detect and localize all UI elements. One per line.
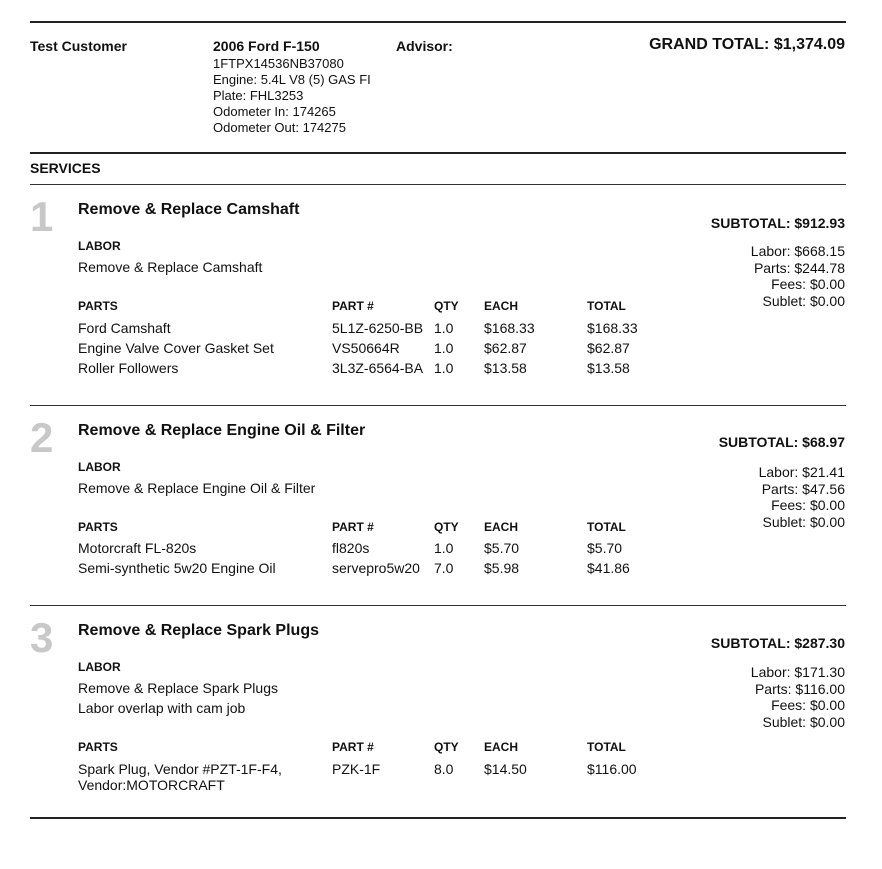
customer-name: Test Customer xyxy=(30,38,127,54)
part-total: $62.87 xyxy=(587,340,630,356)
service-breakdown xyxy=(751,664,845,730)
part-total: $116.00 xyxy=(587,761,637,777)
advisor-label: Advisor: xyxy=(396,38,453,54)
part-qty: 1.0 xyxy=(434,540,454,556)
labor-amount: Labor: $171.30 xyxy=(750,664,845,680)
service-number: 1 xyxy=(30,193,54,240)
part-each: $14.50 xyxy=(484,761,527,777)
header-rule xyxy=(30,152,846,154)
part-no-header: PART # xyxy=(332,520,374,534)
service-subtotal: SUBTOTAL: $68.97 xyxy=(718,434,845,450)
parts-header: PARTS xyxy=(78,299,118,313)
labor-description: Remove & Replace Camshaft xyxy=(78,259,263,275)
vehicle-info xyxy=(213,38,371,136)
service-title: Remove & Replace Spark Plugs xyxy=(78,622,319,639)
parts-header: PARTS xyxy=(78,740,118,754)
service-divider xyxy=(30,605,846,606)
sublet-amount: Sublet: $0.00 xyxy=(762,713,845,730)
service-number: 3 xyxy=(30,614,54,661)
part-name: Spark Plug, Vendor #PZT-1F-F4, xyxy=(78,761,282,777)
total-header: TOTAL xyxy=(587,520,626,534)
part-no-header: PART # xyxy=(332,740,374,754)
part-number: fl820s xyxy=(332,540,370,556)
parts-amount: Parts: $47.56 xyxy=(761,480,845,497)
labor-description: Remove & Replace Engine Oil & Filter xyxy=(78,480,316,496)
labor-label: LABOR xyxy=(78,239,121,253)
service-breakdown xyxy=(759,464,845,530)
vehicle-odometer-in: Odometer In: 174265 xyxy=(213,104,336,119)
part-total: $13.58 xyxy=(587,360,630,376)
total-header: TOTAL xyxy=(587,740,626,754)
part-total: $5.70 xyxy=(587,540,623,556)
fees-amount: Fees: $0.00 xyxy=(771,276,845,292)
parts-header: PARTS xyxy=(78,520,118,534)
sublet-amount: Sublet: $0.00 xyxy=(762,513,845,530)
part-qty: 8.0 xyxy=(434,761,454,777)
part-each: $5.70 xyxy=(484,540,520,556)
part-number: 5L1Z-6250-BB xyxy=(332,320,424,336)
labor-label: LABOR xyxy=(78,660,121,674)
part-name: Ford Camshaft xyxy=(78,320,171,336)
part-total: $168.33 xyxy=(587,320,638,336)
part-no-header: PART # xyxy=(332,299,374,313)
total-header: TOTAL xyxy=(587,299,626,313)
part-qty: 1.0 xyxy=(434,340,454,356)
service-number: 2 xyxy=(30,414,54,461)
labor-amount: Labor: $21.41 xyxy=(758,464,845,480)
part-name: Roller Followers xyxy=(78,360,179,376)
part-qty: 1.0 xyxy=(434,360,454,376)
part-number: 3L3Z-6564-BA xyxy=(332,360,424,376)
services-rule xyxy=(30,184,846,185)
part-name: Semi-synthetic 5w20 Engine Oil xyxy=(78,560,276,576)
labor-amount: Labor: $668.15 xyxy=(750,243,845,259)
vehicle-engine: Engine: 5.4L V8 (5) GAS FI xyxy=(213,72,371,87)
sublet-amount: Sublet: $0.00 xyxy=(762,292,845,309)
part-number: VS50664R xyxy=(332,340,400,356)
service-title: Remove & Replace Engine Oil & Filter xyxy=(78,422,366,439)
part-each: $62.87 xyxy=(484,340,527,356)
labor-description: Remove & Replace Spark Plugs xyxy=(78,680,278,696)
part-name: Engine Valve Cover Gasket Set xyxy=(78,340,274,356)
each-header: EACH xyxy=(484,740,519,754)
top-rule xyxy=(30,21,846,23)
part-number: PZK-1F xyxy=(332,761,381,777)
service-breakdown xyxy=(751,243,845,309)
part-each: $5.98 xyxy=(484,560,520,576)
parts-amount: Parts: $116.00 xyxy=(754,680,845,697)
vehicle-vin: 1FTPX14536NB37080 xyxy=(213,56,344,71)
vehicle-title: 2006 Ford F-150 xyxy=(213,38,320,54)
each-header: EACH xyxy=(484,520,519,534)
qty-header: QTY xyxy=(434,740,459,754)
service-subtotal: SUBTOTAL: $287.30 xyxy=(710,635,845,651)
vehicle-plate: Plate: FHL3253 xyxy=(213,88,304,103)
qty-header: QTY xyxy=(434,520,459,534)
qty-header: QTY xyxy=(434,299,459,313)
part-total: $41.86 xyxy=(587,560,630,576)
fees-amount: Fees: $0.00 xyxy=(771,497,845,513)
labor-note: Labor overlap with cam job xyxy=(78,700,246,716)
grand-total: GRAND TOTAL: $1,374.09 xyxy=(649,36,845,53)
part-number: servepro5w20 xyxy=(332,560,420,576)
part-qty: 7.0 xyxy=(434,560,454,576)
part-name: Motorcraft FL-820s xyxy=(78,540,197,556)
each-header: EACH xyxy=(484,299,519,313)
vehicle-odometer-out: Odometer Out: 174275 xyxy=(213,120,346,135)
service-subtotal: SUBTOTAL: $912.93 xyxy=(710,215,845,231)
service-title: Remove & Replace Camshaft xyxy=(78,201,300,218)
part-qty: 1.0 xyxy=(434,320,454,336)
services-heading: SERVICES xyxy=(30,160,101,176)
part-each: $168.33 xyxy=(484,320,535,336)
service-divider xyxy=(30,405,846,406)
labor-label: LABOR xyxy=(78,460,121,474)
part-name-line2: Vendor:MOTORCRAFT xyxy=(78,777,225,793)
part-each: $13.58 xyxy=(484,360,527,376)
fees-amount: Fees: $0.00 xyxy=(771,697,845,713)
bottom-rule xyxy=(30,817,846,819)
parts-amount: Parts: $244.78 xyxy=(753,259,845,276)
